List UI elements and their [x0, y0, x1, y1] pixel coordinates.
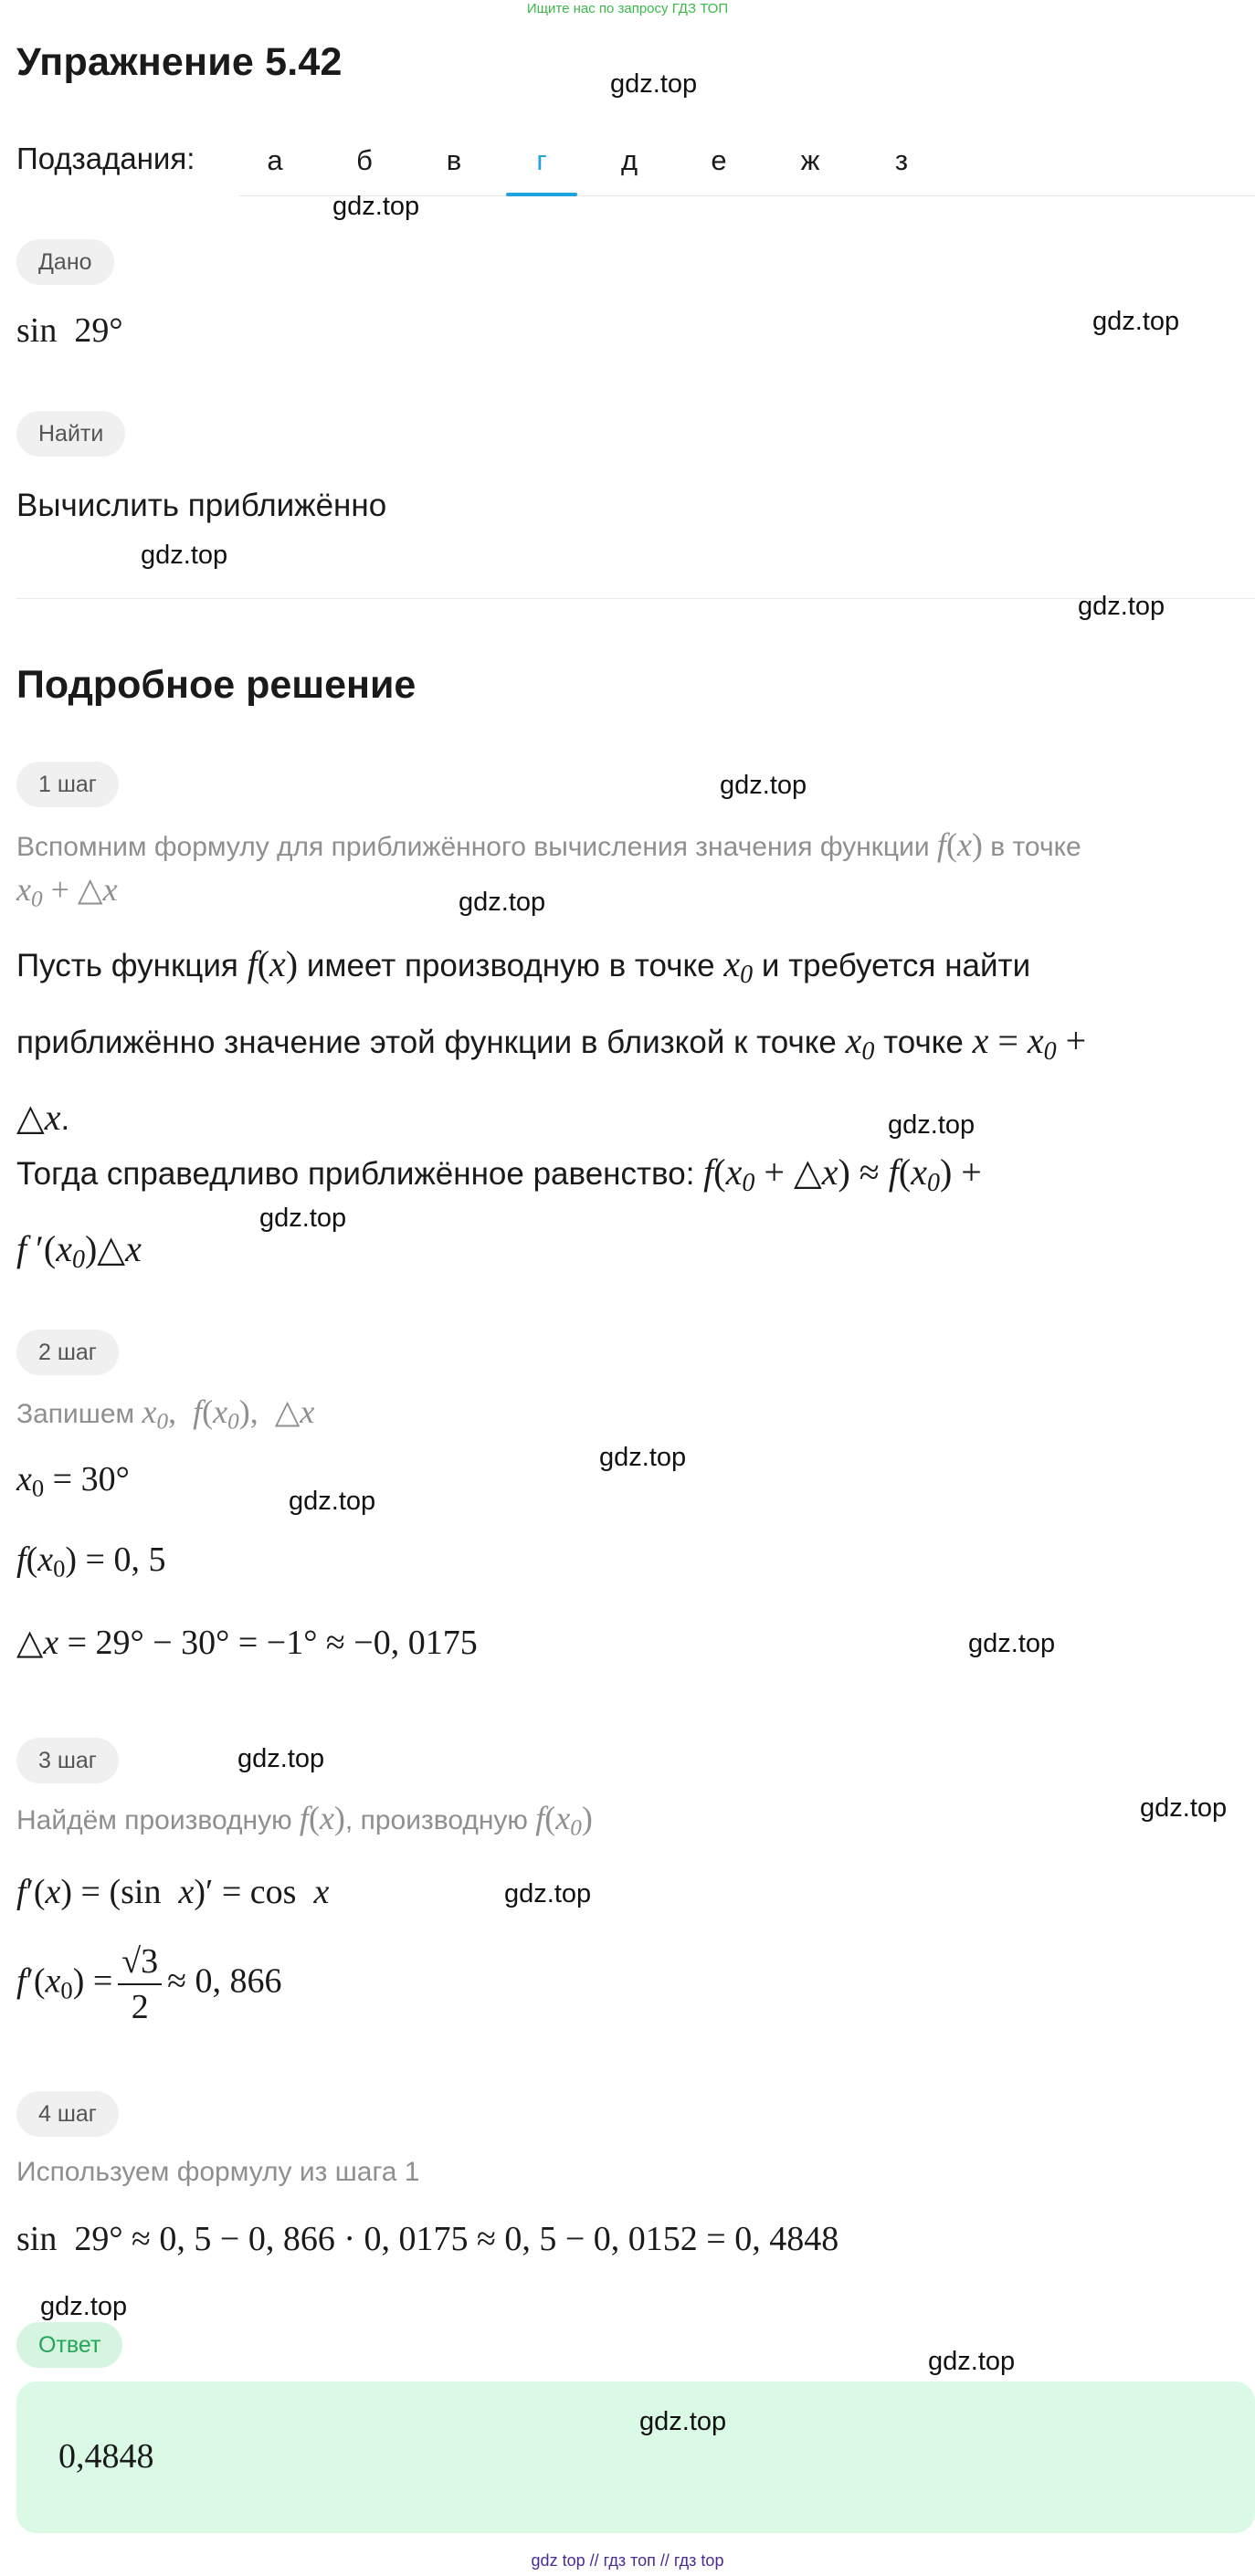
- watermark: gdz.top: [928, 2347, 1016, 2376]
- watermark: gdz.top: [599, 1443, 687, 1472]
- find-text: Вычислить приближённо: [16, 488, 387, 523]
- watermark: gdz.top: [968, 1629, 1056, 1658]
- tab-b[interactable]: б: [356, 144, 373, 176]
- page-title: Упражнение 5.42: [16, 40, 343, 84]
- step-4-badge: 4 шаг: [16, 2091, 119, 2137]
- tab-zh[interactable]: ж: [800, 144, 820, 176]
- step-2-line-2: $f(x_0) = 0$, 5: [16, 1540, 166, 1582]
- tab-z[interactable]: з: [894, 144, 909, 176]
- given-expression: sin 29°: [16, 311, 123, 350]
- watermark: gdz.top: [1140, 1793, 1228, 1823]
- step-4-hint: Используем формулу из шага 1: [16, 2157, 420, 2187]
- tab-g[interactable]: г: [506, 126, 577, 195]
- answer-value: 0,4848: [58, 2437, 154, 2476]
- watermark: gdz.top: [639, 2407, 727, 2436]
- step-2-hint: Запишем $x_0$, $f(x_0)$, △x: [16, 1393, 315, 1435]
- step-2-line-1: $x_0 = 30^\circ$: [16, 1460, 130, 1502]
- tab-d[interactable]: д: [620, 144, 638, 176]
- tab-e[interactable]: е: [711, 144, 727, 176]
- step-2-badge: 2 шаг: [16, 1330, 119, 1375]
- solution-title: Подробное решение: [16, 663, 417, 707]
- watermark: gdz.top: [141, 541, 228, 570]
- tab-v[interactable]: в: [446, 144, 462, 176]
- given-badge: Дано: [16, 239, 114, 285]
- watermark: gdz.top: [459, 888, 546, 917]
- subtask-tabs: [239, 126, 1255, 196]
- watermark: gdz.top: [720, 771, 807, 800]
- watermark: gdz.top: [1078, 592, 1165, 621]
- answer-badge: Ответ: [16, 2322, 122, 2368]
- step-1-formula: Тогда справедливо приближённое равенство: $f(x_0$ + △x) ≈ $f(x_0)$ + f $'(x_0)\triangle x$: [16, 1151, 982, 1274]
- find-badge: Найти: [16, 411, 125, 457]
- tab-a[interactable]: а: [267, 144, 283, 176]
- divider: [16, 598, 1255, 599]
- answer-box: [16, 2381, 1255, 2533]
- watermark: gdz.top: [237, 1744, 325, 1773]
- watermark: gdz.top: [259, 1204, 347, 1233]
- watermark: gdz.top: [504, 1879, 592, 1908]
- step-3-line-2: $f'(x_0)$ = $\frac{√3}{2}$ ≈ 0, 866: [16, 1942, 282, 2026]
- step-4-line-1: sin 29° ≈ 0, 5 − 0, 866 · 0, 0175 ≈ 0, 5 − 0, 0152 = 0, 4848: [16, 2220, 839, 2258]
- step-1-badge: 1 шаг: [16, 762, 119, 807]
- step-3-badge: 3 шаг: [16, 1738, 119, 1783]
- step-3-hint: Найдём производную f(x), производную $f(x_0)$: [16, 1800, 593, 1841]
- watermark: gdz.top: [610, 69, 698, 99]
- watermark: gdz.top: [332, 192, 420, 221]
- subtasks-label: Подзадания:: [16, 142, 195, 175]
- step-1-text: Пусть функция f(x) имеет производную в точке $x_0$ и требуется найти приближённо значение этой функции в близкой к точке $x_0$ точке $x = x_0$ + △x.: [16, 943, 1087, 1138]
- watermark: gdz.top: [289, 1487, 376, 1516]
- watermark: gdz.top: [1092, 307, 1180, 336]
- step-1-hint: Вспомним формулу для приближённого вычисления значения функции f(x) в точке $x_0$ + △x: [16, 826, 1081, 912]
- watermark: gdz.top: [888, 1110, 976, 1140]
- footer: gdz top // гдз топ // гдз top: [531, 2551, 724, 2570]
- step-3-line-1: f′(x) = (sin x)′ = cos x: [16, 1873, 330, 1911]
- watermark: gdz.top: [40, 2292, 128, 2321]
- step-2-line-3: △x = 29° − 30° = −1° ≈ −0, 0175: [16, 1624, 478, 1662]
- top-note: Ищите нас по запросу ГДЗ ТОП: [526, 1, 729, 16]
